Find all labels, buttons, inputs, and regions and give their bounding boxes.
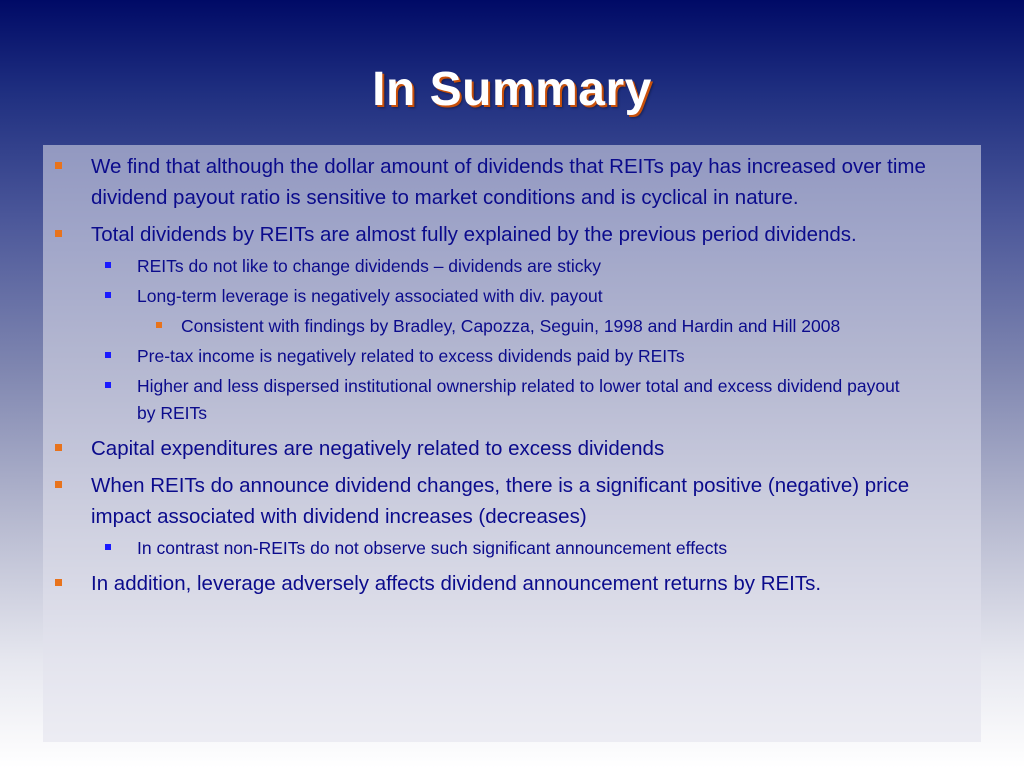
sub-bullet-item (43, 253, 981, 280)
sub-bullet-item (43, 373, 981, 427)
sub-bullet-text: Long-term leverage is negatively associated with div. payout (137, 286, 603, 306)
bullet-text: We find that although the dollar amount of dividends that REITs pay has increased over time dividend payout ratio is sensitive to market conditions and is cyclical in nature. (91, 155, 926, 209)
bullet-item (43, 568, 981, 599)
sub-bullet-text: In contrast non-REITs do not observe such significant announcement effects (137, 538, 728, 558)
sub-bullet-text: Pre-tax income is negatively related to excess dividends paid by REITs (137, 346, 685, 366)
bullet-item (43, 151, 981, 213)
content-panel (43, 145, 981, 742)
bullet-item (43, 433, 981, 464)
square-bullet-icon (105, 262, 111, 268)
bullet-item (43, 470, 981, 532)
square-bullet-icon (55, 579, 62, 586)
square-bullet-icon (105, 544, 111, 550)
square-bullet-icon (55, 162, 62, 169)
bullet-item (43, 219, 981, 250)
slide-title: In Summary (372, 63, 652, 116)
sub-bullet-text: Higher and less dispersed institutional ownership related to lower total and excess dividend payout by REITs (137, 376, 900, 423)
square-bullet-icon (105, 352, 111, 358)
bullet-text: Capital expenditures are negatively related to excess dividends (91, 437, 665, 460)
square-bullet-icon (55, 230, 62, 237)
sub-sub-bullet-text: Consistent with findings by Bradley, Capozza, Seguin, 1998 and Hardin and Hill 2008 (181, 316, 841, 336)
bullet-text: Total dividends by REITs are almost fully explained by the previous period dividends. (91, 223, 857, 246)
square-bullet-icon (105, 292, 111, 298)
bullet-text: When REITs do announce dividend changes, there is a significant positive (negative) price impact associated with dividend increases (decreases) (91, 474, 910, 528)
sub-bullet-text: REITs do not like to change dividends – dividends are sticky (137, 256, 602, 276)
square-bullet-icon (55, 444, 62, 451)
square-bullet-icon (156, 322, 162, 328)
bullet-list (43, 145, 981, 599)
sub-bullet-item (43, 283, 981, 310)
sub-sub-bullet-item (43, 313, 981, 340)
sub-bullet-item (43, 535, 981, 562)
square-bullet-icon (105, 382, 111, 388)
bullet-text: In addition, leverage adversely affects dividend announcement returns by REITs. (91, 572, 822, 595)
square-bullet-icon (55, 481, 62, 488)
sub-bullet-item (43, 343, 981, 370)
